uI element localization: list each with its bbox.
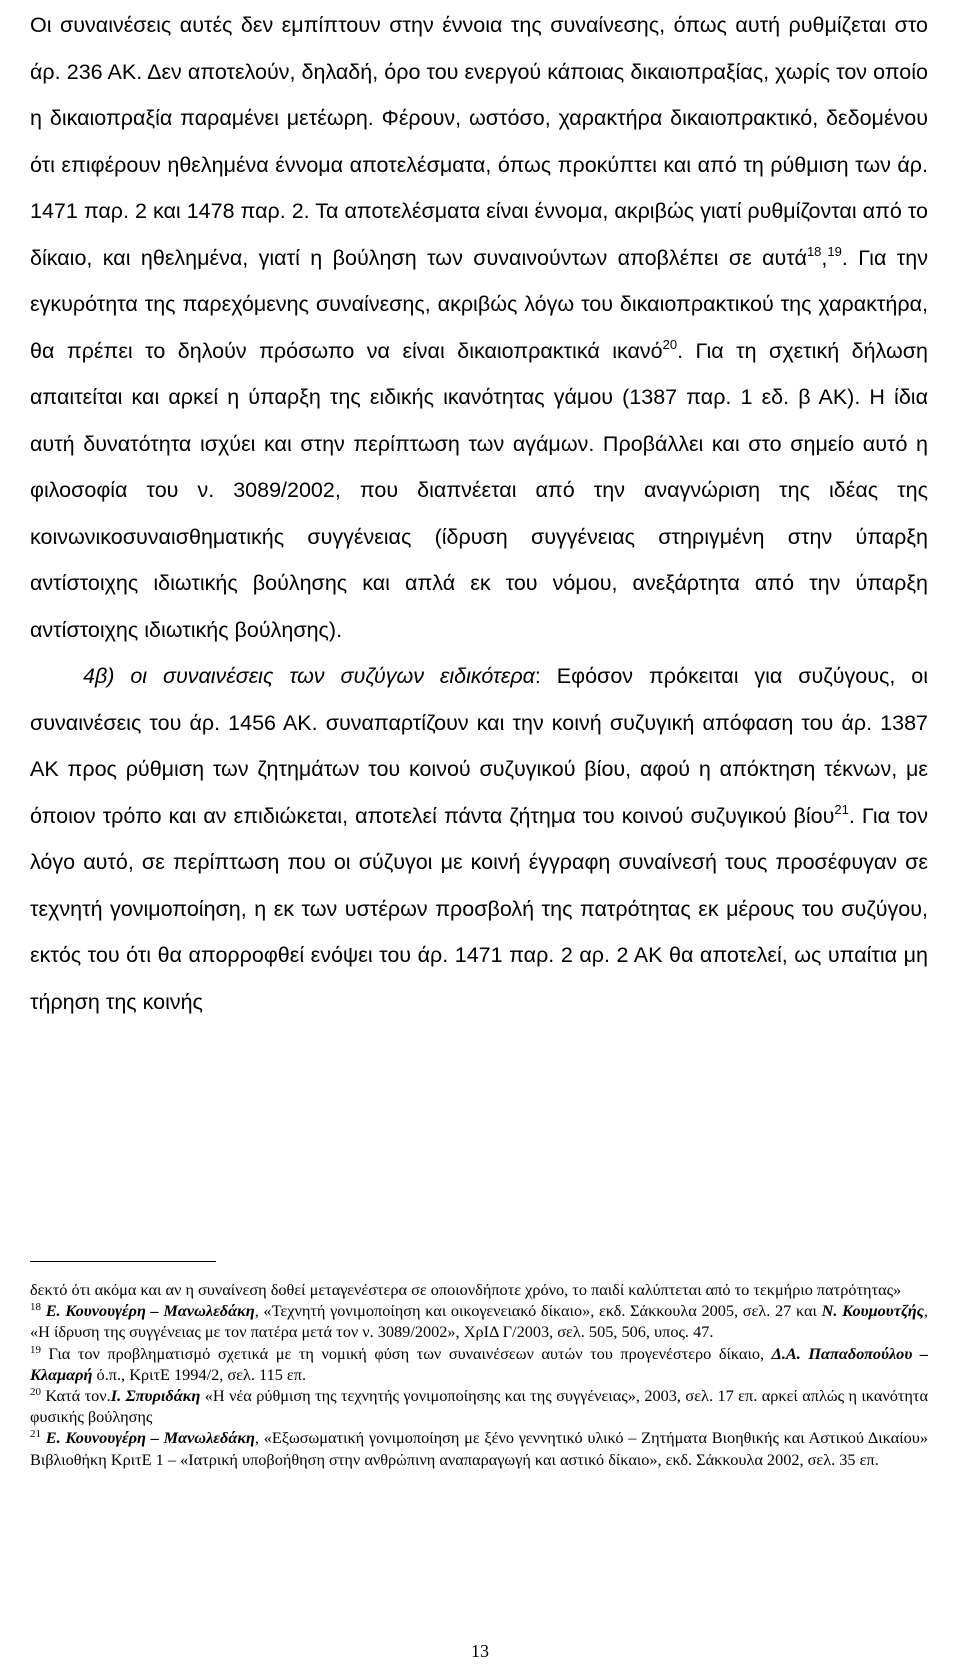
footnote-ref-21[interactable]: 21: [834, 801, 849, 817]
footnote-text: , «Εξωσωματική γονιμοποίηση με ξένο γεννητικό υλικό – Ζητήματα Βιοηθικής και Αστικού Δικαίου» Βιβλιοθήκη ΚριτΕ 1 – «Ιατρική υποβοήθηση στην ανθρώπινη αναπαραγωγή και αστικό δίκαιο», εκδ. Σάκκουλα 2002, σελ. 35 επ.: [30, 1428, 928, 1469]
footnote-text: , «Τεχνητή γονιμοποίηση και οικογενειακό δίκαιο», εκδ. Σάκκουλα 2005, σελ. 27 και: [254, 1301, 822, 1321]
footnote-text: ό.π., ΚριτΕ 1994/2, σελ. 115 επ.: [92, 1364, 307, 1384]
text-run: . Για τη σχετική δήλωση απαιτείται και αρκεί η ύπαρξη της ειδικής ικανότητας γάμου (1387 παρ. 1 εδ. β ΑΚ). Η ίδια αυτή δυνατότητα ισχύει και στην περίπτωση των αγάμων. Προβάλλει και στο σημείο αυτό η φιλοσοφία του ν. 3089/2002, που διαπνέεται από την αναγνώριση της ιδέας της κοινωνικοσυναισθηματικής συγγένειας (ίδρυση συγγένειας στηριγμένη στην ύπαρξη αντίστοιχης ιδιωτικής βούλησης και απλά εκ του νόμου, ανεξάρτητα από την ύπαρξη αντίστοιχης ιδιωτικής βούλησης).: [30, 338, 928, 642]
footnote-author: Ν. Κουμουτζής: [821, 1301, 924, 1321]
footnote-text: «Η νέα ρύθμιση της τεχνητής γονιμοποίησης και της συγγένειας», 2003, σελ. 17 επ. αρκεί απλώς η ικανότητα φυσικής βούλησης: [30, 1386, 928, 1427]
footnote-number: 18: [30, 1301, 41, 1314]
footnote-number: 19: [30, 1343, 41, 1356]
text-run: : Εφόσον πρόκειται για συζύγους, οι συναινέσεις του άρ. 1456 ΑΚ. συναπαρτίζουν και την κοινή συζυγική απόφαση του άρ. 1387 ΑΚ προς ρύθμιση των ζητημάτων του κοινού συζυγικού βίου, αφού η απόκτηση τέκνων, με όποιον τρόπο και αν επιδιώκεται, αποτελεί πάντα ζήτημα του κοινού συζυγικού βίου: [30, 664, 929, 828]
footnote-continuation: δεκτό ότι ακόμα και αν η συναίνεση δοθεί μεταγενέστερα σε οποιονδήποτε χρόνο, το παιδί καλύπτεται από το τεκμήριο πατρότητας»: [30, 1280, 902, 1299]
text-run: . Για την εγκυρότητα της παρεχόμενης συναίνεσης, ακριβώς λόγω του δικαιοπρακτικού της χαρακτήρα, θα πρέπει το δηλούν πρόσωπο να είναι δικαιοπρακτικά ικανό: [30, 245, 928, 363]
page-number: 13: [471, 1641, 489, 1661]
footnote-author: Ε. Κουνουγέρη – Μανωλεδάκη: [45, 1301, 255, 1321]
footnote-21: [30, 1427, 928, 1469]
footnote-text: , «Η ίδρυση της συγγένειας με τον πατέρα μετά τον ν. 3089/2002», ΧρΙΔ Γ/2003, σελ. 505, 506, υπος. 47.: [30, 1301, 928, 1342]
section-heading: 4β) οι συναινέσεις των συζύγων ειδικότερα: [83, 664, 535, 688]
footnote-author: Ι. Σπυριδάκη: [110, 1386, 201, 1406]
paragraph-2: [30, 653, 928, 1025]
footnote-20: [30, 1385, 928, 1427]
text-run: Οι συναινέσεις αυτές δεν εμπίπτουν στην έννοια της συναίνεσης, όπως αυτή ρυθμίζεται στο άρ. 236 ΑΚ. Δεν αποτελούν, δηλαδή, όρο του ενεργού κάποιας δικαιοπραξίας, χωρίς τον οποίο η δικαιοπραξία παραμένει μετέωρη. Φέρουν, ωστόσο, χαρακτήρα δικαιοπρακτικό, δεδομένου ότι επιφέρουν ηθελημένα έννομα αποτελέσματα, όπως προκύπτει και από τη ρύθμιση των άρ. 1471 παρ. 2 και 1478 παρ. 2. Τα αποτελέσματα είναι έννομα, ακριβώς γιατί ρυθμίζονται από το δίκαιο, και ηθελημένα, γιατί η βούληση των συναινούντων αποβλέπει σε αυτά: [30, 13, 928, 270]
footnote-text: Για τον προβληματισμό σχετικά με τη νομική φύση των συναινέσεων αυτών του προγενέστερο δίκαιο,: [41, 1343, 772, 1363]
footnote-author: Ε. Κουνουγέρη – Μανωλεδάκη: [45, 1428, 255, 1448]
footnote-18: [30, 1300, 928, 1342]
footnote-ref-18[interactable]: 18: [806, 243, 822, 259]
footnote-author: Δ.Α. Παπαδοπούλου – Κλαμαρή: [30, 1343, 928, 1384]
footnote-ref-20[interactable]: 20: [662, 336, 678, 352]
footnote-text: Κατά τον.: [41, 1386, 111, 1406]
text-run: . Για τον λόγο αυτό, σε περίπτωση που οι σύζυγοι με κοινή έγγραφη συναίνεσή τους προσέφυγαν σε τεχνητή γονιμοποίηση, η εκ των υστέρων προσβολή της πατρότητας εκ μέρους του συζύγου, εκτός του ότι θα απορροφθεί ενόψει του άρ. 1471 παρ. 2 αρ. 2 ΑΚ θα αποτελεί, ως υπαίτια μη τήρηση της κοινής: [30, 803, 928, 1014]
footnote-number: 20: [30, 1386, 41, 1399]
paragraph-1: [30, 2, 928, 653]
footnote-number: 21: [30, 1428, 41, 1441]
separator: ,: [821, 245, 828, 270]
footnotes: [30, 1279, 928, 1470]
footnote-ref-19[interactable]: 19: [827, 243, 842, 259]
body-text: [30, 2, 928, 1025]
footnote-19: [30, 1343, 928, 1385]
footnote-separator: [30, 1261, 216, 1262]
